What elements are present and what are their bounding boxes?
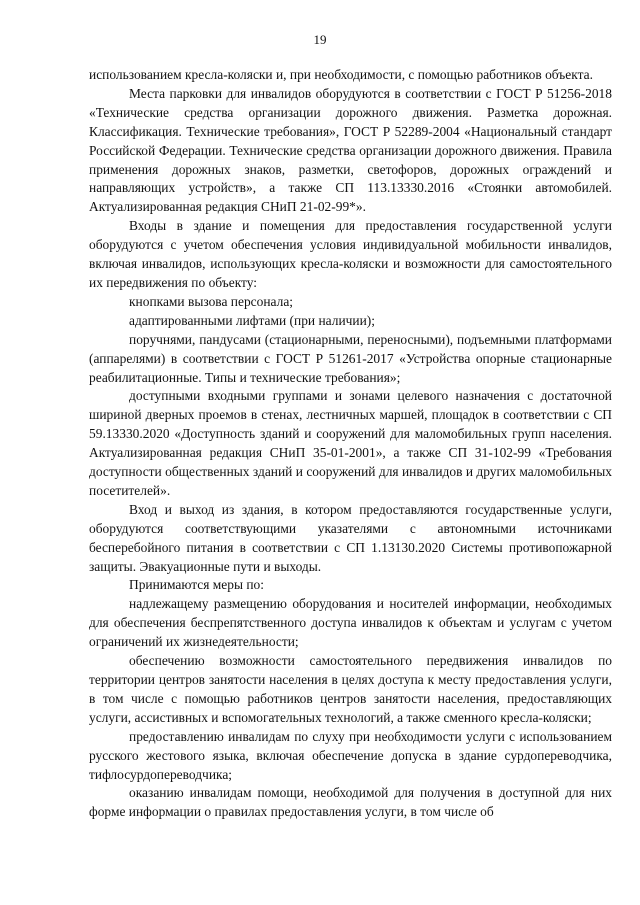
list-item-sign-language: предоставлению инвалидам по слуху при необходимости услуги с использованием русского жестового языка, включая обеспечение допуска в здание сурдопереводчика, тифлосурдопереводчика;	[89, 728, 612, 782]
paragraph-exit-signs: Вход и выход из здания, в котором предоставляются государственные услуги, оборудуются соответствующими указателями с автономными источниками бесперебойного питания в соответствии с СП 1.13130.2020 Системы противопожарной защиты. Эвакуационные пути и выходы.	[89, 501, 612, 574]
list-item-assistance: оказанию инвалидам помощи, необходимой для получения в доступной для них форме информации о правилах предоставления услуги, в том числе об	[89, 785, 612, 820]
page-number: 19	[313, 32, 327, 47]
list-item-elevators: адаптированными лифтами (при наличии);	[129, 312, 375, 328]
paragraph-continuation: использованием кресла-коляски и, при необходимости, с помощью работников объекта.	[89, 67, 593, 82]
list-item-call-buttons: кнопками вызова персонала;	[129, 293, 294, 309]
list-item-movement: обеспечению возможности самостоятельного передвижения инвалидов по территории центров занятости населения в целях доступа к месту предоставления услуги, в том числе с помощью работников центров занятости населения, предоставляющих услуги, ассистивных и вспомогательных технологий, а также сменного кресла-коляски;	[89, 653, 612, 725]
paragraph-parking: Места парковки для инвалидов оборудуются в соответствии с ГОСТ Р 51256-2018 «Технические средства организации дорожного движения. Разметка дорожная. Классификация. Технические требования», ГОСТ Р 52289-2004 «Национальный стандарт Российской Федерации. Технические средства организации дорожного движения. Правила применения дорожных знаков, разметки, светофоров, дорожных ограждений и направляющих устройств», а также СП 113.13330.2016 «Стоянки автомобилей. Актуализированная редакция СНиП 21-02-99*».	[89, 85, 612, 215]
list-item-entrance-groups: доступными входными группами и зонами целевого назначения с достаточной шириной дверных проемов в стенах, лестничных маршей, площадок в соответствии с СП 59.13330.2020 «Доступность зданий и сооружений для маломобильных групп населения. Актуализированная редакция СНиП 35-01-2001», а также СП 31-102-99 «Требования доступности общественных зданий и сооружений для инвалидов и других маломобильных посетителей».	[89, 388, 612, 498]
list-item-equipment: надлежащему размещению оборудования и носителей информации, необходимых для обеспечения беспрепятственного доступа инвалидов к объектам и услугам с учетом ограничений их жизнедеятельности;	[89, 596, 612, 650]
paragraph-entrances: Входы в здание и помещения для предоставления государственной услуги оборудуются с учетом обеспечения условия индивидуальной мобильности инвалидов, включая инвалидов, использующих кресла-коляски и возможности для самостоятельного их передвижения по объекту:	[89, 218, 612, 290]
document-body	[89, 66, 612, 822]
list-item-handrails: поручнями, пандусами (стационарными, переносными), подъемными платформами (аппарелями) в соответствии с ГОСТ Р 51261-2017 «Устройства опорные стационарные реабилитационные. Типы и технические требования»;	[89, 331, 612, 385]
paragraph-measures-intro: Принимаются меры по:	[129, 577, 264, 593]
